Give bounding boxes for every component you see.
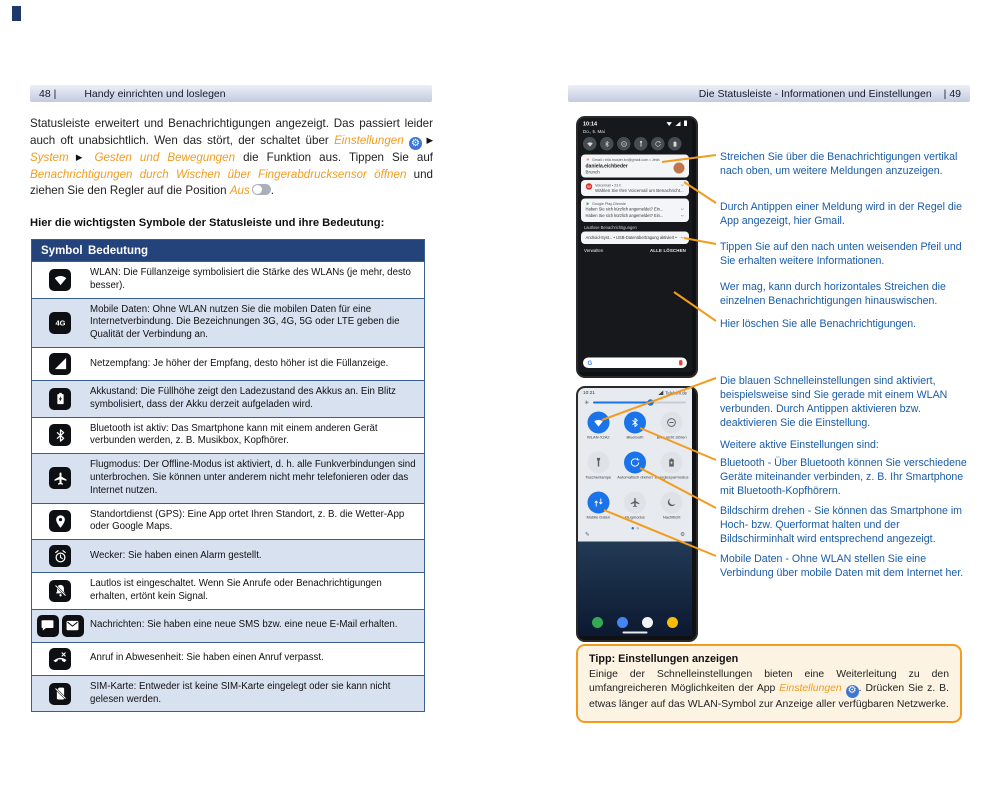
table-row [32, 609, 424, 642]
symbol-cell [32, 299, 88, 347]
accent-text: Einstellungen [779, 683, 842, 695]
mic-icon[interactable] [679, 360, 683, 366]
qs-tile-label: WLAN-X2A2 [586, 435, 610, 440]
annotation-bottom-5: Mobile Daten - Ohne WLAN stellen Sie eine Verbindung über mobile Daten mit dem Internet her. [720, 553, 964, 580]
table-row [32, 261, 424, 298]
settings-gear-icon: ⚙ [409, 137, 422, 150]
bedeutung-cell: Lautlos ist eingeschaltet. Wenn Sie Anrufe oder Benachrichtigungen erhalten, ertönt kein Signal. [90, 578, 382, 602]
quick-toggle-rotate-icon[interactable] [651, 137, 665, 151]
phone-screenshot-quick-settings [576, 386, 698, 642]
chevron-down-icon[interactable] [680, 158, 685, 163]
qs-tile-label: Energiesparmodus [654, 475, 689, 480]
table-row [32, 572, 424, 609]
notification-google-play[interactable] [581, 199, 689, 223]
phone2-status-bar [578, 388, 692, 396]
signal-icon [49, 353, 71, 375]
body-text [842, 683, 846, 694]
table-heading: Hier die wichtigsten Symbole der Statusleiste und ihre Bedeutung: [30, 217, 385, 229]
left-header-title: Handy einrichten und loslegen [84, 87, 226, 100]
qs-tile[interactable] [653, 412, 690, 445]
accent-text: Aus [229, 184, 250, 198]
bedeutung-cell: WLAN: Die Füllanzeige symbolisiert die Stärke des WLANs (je mehr, desto besser). [90, 267, 411, 291]
symbol-cell [32, 348, 88, 380]
dock-camera-icon[interactable] [642, 617, 653, 628]
battery-saver-icon[interactable] [661, 452, 683, 474]
body-text: . [270, 184, 275, 198]
google-logo: G [587, 359, 593, 367]
bluetooth-icon[interactable] [624, 412, 646, 434]
body-text: . Drücken Sie z. B. etwas länger auf das WLAN-Symbol zur Anzeige aller verfügbaren Netzwerke. [589, 683, 949, 710]
bedeutung-cell: Standortdienst (GPS): Eine App ortet Ihren Standort, z. B. die Wetter-App oder Google Maps. [90, 508, 405, 533]
annotation-top-2: Durch Antippen einer Meldung wird in der Regel die App angezeigt, hier Gmail. [720, 201, 963, 228]
notification-gmail-sender: daniela.eichbeder [585, 163, 628, 169]
accent-text: Gesten und Bewegungen [94, 151, 236, 165]
signal-status-icon [675, 122, 680, 127]
right-page-header [568, 85, 970, 102]
left-page-header [30, 85, 432, 102]
qs-tile[interactable] [580, 412, 617, 445]
svg-text:M: M [586, 157, 589, 162]
qs-tile-label: Mobile Daten [586, 515, 611, 520]
annotation-bottom-2: Weitere aktive Einstellungen sind: [720, 439, 879, 451]
symbol-cell [32, 540, 88, 572]
quick-toggle-wifi-icon[interactable] [583, 137, 597, 151]
right-header-title: Die Statusleiste - Informationen und Einstellungen [698, 87, 932, 100]
table-row [32, 380, 424, 417]
phone-missed-icon [49, 648, 71, 670]
flashlight-icon[interactable] [587, 452, 609, 474]
google-play-icon [586, 202, 591, 207]
wifi-icon [49, 269, 71, 291]
toggle-off-icon [252, 184, 271, 195]
tip-box [576, 644, 962, 723]
table-row [32, 453, 424, 502]
notification-voicemail-header: Voicemail • 23 h [595, 183, 685, 188]
right-page-content [570, 110, 970, 775]
bedeutung-cell: Netzempfang: Je höher der Empfang, desto höher ist die Füllanzeige. [90, 357, 389, 369]
notification-play-line[interactable]: Haben Sie sich kürzlich angemeldet? Ein... [586, 213, 685, 220]
dock-messages-icon[interactable] [617, 617, 628, 628]
brightness-slider[interactable] [578, 396, 692, 408]
notification-gmail-header: M Gmail • ella.muster.bv@gmail.com • Jetzt [586, 158, 685, 163]
wifi-icon[interactable] [587, 412, 609, 434]
4g-icon [49, 312, 71, 334]
annotation-bottom-1: Die blauen Schnelleinstellungen sind aktiviert, beispielsweise sind Sie gerade mit einem WLAN verbunden. Durch Antippen aktivieren bzw. deaktivieren Sie die Einstellung. [720, 375, 948, 430]
symbol-cell [32, 262, 88, 298]
home-screen-area [578, 542, 692, 637]
tip-title: Tipp: Einstellungen anzeigen [589, 653, 739, 665]
body-text: die Funktion aus. Tippen Sie auf [235, 151, 433, 165]
shade-footer [578, 247, 692, 257]
table-row [32, 539, 424, 572]
left-page-number: 48 | [39, 87, 57, 100]
body-text: Einige der Schnelleinstellungen bieten eine Weiterleitung zu den umfangreicheren Möglichkeiten der App [589, 669, 949, 695]
qs-tile-label: Bluetooth [626, 435, 644, 440]
quick-toggle-battery-saver-icon[interactable] [668, 137, 682, 151]
statusbar-symbol-table [31, 239, 425, 712]
column-header-bedeutung: Bedeutung [88, 244, 149, 257]
mail-icon [62, 615, 84, 637]
notification-voicemail-text: Wählen Sie Ihre Voicemail um Benachricht... [595, 188, 684, 193]
bedeutung-cell: Nachrichten: Sie haben eine neue SMS bzw. eine neue E-Mail erhalten. [90, 619, 398, 631]
dock-row [578, 617, 692, 628]
qs-tile-label: Flugmodus [625, 515, 645, 520]
sender-avatar [674, 163, 685, 174]
bluetooth-icon [49, 424, 71, 446]
annotation-bottom-3: Bluetooth - Über Bluetooth können Sie verschiedene Geräte miteinander verbinden, z. B. Ihr Smartphone mit Bluetooth-Kopfhörern. [720, 457, 967, 498]
notification-play-header: Google Play-Dienste [586, 202, 685, 207]
table-row [32, 298, 424, 347]
svg-text:4G: 4G [54, 318, 66, 328]
annotation-bottom-4: Bildschirm drehen - Sie können das Smartphone im Hoch- bzw. Querformat halten und der Bildschirminhalt wird entsprechend angezeigt. [720, 505, 963, 546]
table-header-row [32, 240, 424, 261]
airplane-icon [49, 467, 71, 489]
status-icons [664, 121, 687, 128]
rotate-icon[interactable] [624, 452, 646, 474]
accent-text: Benachrichtigungen durch Wischen über Fingerabdrucksensor öffnen [30, 167, 407, 181]
table-row [32, 675, 424, 712]
qs-tile[interactable] [617, 412, 654, 445]
symbol-cell [32, 643, 88, 675]
menu-arrow: ▶ [422, 134, 433, 145]
chat-icon [37, 615, 59, 637]
bedeutung-cell: Wecker: Sie haben einen Alarm gestellt. [90, 549, 262, 561]
qs-tile[interactable] [617, 452, 654, 485]
bedeutung-cell: Mobile Daten: Ohne WLAN nutzen Sie die mobilen Daten für eine Internetverbindung. Die Bezeichnungen 3G, 4G, 5G oder LTE geben die Qualität der Verbindung an. [90, 303, 400, 341]
qs-tile[interactable] [580, 492, 617, 525]
column-header-symbol: Symbol [41, 244, 83, 257]
qs-tile[interactable] [617, 492, 654, 525]
qs-tile[interactable] [653, 492, 690, 525]
quick-settings-grid [578, 408, 692, 526]
chevron-down-icon[interactable] [680, 236, 685, 241]
symbol-cell [32, 454, 88, 502]
edit-tiles-icon[interactable]: ✎ [585, 531, 590, 538]
quick-settings-footer [578, 531, 692, 542]
symbol-cell [32, 610, 88, 642]
bedeutung-cell: Bluetooth ist aktiv: Das Smartphone kann mit einem anderen Gerät verbunden werden, z. B. Musikbox, Kopfhörer. [90, 422, 378, 447]
right-page-number: | 49 [943, 87, 961, 100]
brightness-icon: ☀ [584, 399, 590, 406]
clear-all-button[interactable]: ALLE LÖSCHEN [649, 248, 686, 253]
wifi-status-icon [666, 122, 672, 127]
table-row [32, 642, 424, 675]
annotation-top-5: Hier löschen Sie alle Benachrichtigungen. [720, 318, 917, 330]
chevron-down-icon[interactable] [680, 183, 685, 188]
voicemail-icon [586, 183, 593, 190]
quick-toggle-bluetooth-icon[interactable] [600, 137, 614, 151]
bedeutung-cell: Akkustand: Die Füllhöhe zeigt den Ladezustand des Akkus an. Ein Blitz symbolisiert, dass der Akku derzeit aufgeladen wird. [90, 385, 396, 410]
accent-text: System [30, 151, 69, 165]
silent-notifications-label: Lautlose Benachrichtigungen [584, 225, 637, 230]
annotation-top-4: Wer mag, kann durch horizontales Streichen die einzelnen Benachrichtigungen hinauswischen. [720, 281, 946, 308]
qs-tile-label: Bitte nicht stören [656, 435, 687, 440]
wallpaper-area [578, 256, 692, 372]
notification-voicemail[interactable] [581, 180, 689, 196]
date-label: Do., 5. Mai [583, 129, 605, 134]
page-dot-active [631, 527, 634, 530]
dock-phone-icon[interactable] [592, 617, 603, 628]
table-row [32, 347, 424, 380]
mobile-data-icon[interactable] [587, 492, 609, 514]
annotation-top-1: Streichen Sie über die Benachrichtigungen vertikal nach oben, um weitere Meldungen anzuzeigen. [720, 151, 958, 178]
status-time: 10:14 [583, 121, 598, 127]
notification-play-line[interactable]: Haben Sie sich kürzlich angemeldet? Ein... [586, 206, 685, 213]
symbol-cell [32, 573, 88, 609]
home-gesture-bar[interactable] [623, 632, 648, 634]
bedeutung-cell: Anruf in Abwesenheit: Sie haben einen Anruf verpasst. [90, 652, 324, 664]
symbol-cell [32, 504, 88, 540]
bell-off-icon [49, 580, 71, 602]
quick-toggle-flashlight-icon[interactable] [634, 137, 648, 151]
body-text: und ziehen Sie den Regler auf die Position [30, 167, 433, 198]
dnd-icon[interactable] [661, 412, 683, 434]
battery-status-icon [684, 121, 687, 127]
sim-off-icon [49, 683, 71, 705]
intro-paragraph [30, 116, 433, 200]
table-row [32, 417, 424, 454]
carrier-label: Telekom.de [665, 390, 687, 396]
tip-body [589, 668, 949, 712]
status-time: 10:21 [583, 390, 595, 396]
corner-mark [12, 6, 21, 21]
table-row [32, 503, 424, 540]
settings-gear-icon: ⚙ [846, 685, 859, 698]
quick-toggles-row [578, 134, 692, 155]
slider-knob[interactable] [647, 399, 654, 406]
qs-tile-label: Automatisch drehen [617, 475, 653, 480]
bedeutung-cell: Flugmodus: Der Offline-Modus ist aktiviert, d. h. alle Funkverbindungen sind unterbrochen. Sie können unter anderem nicht mehr telefonieren oder das Internet nutzen. [90, 459, 416, 496]
qs-tile[interactable] [653, 452, 690, 485]
qs-tile-label: Taschenlampe [585, 475, 612, 480]
accent-text: Einstellungen [334, 133, 404, 147]
symbol-cell [32, 676, 88, 712]
notification-android-system[interactable]: Android-Syst... • USB-Datenübertragung aktiviert • [581, 232, 689, 245]
notification-gmail-subject: Brunch [585, 169, 600, 175]
signal-status-icon [658, 391, 663, 396]
gmail-icon [586, 158, 591, 163]
alarm-icon [49, 545, 71, 567]
qs-tile[interactable] [580, 452, 617, 485]
body-text: Statusleiste erweitert und Benachrichtigungen angezeigt. Das passiert leider auch oft unabsichtlich. Wen das stört, der schaltet über [30, 117, 433, 147]
quick-toggle-dnd-icon[interactable] [617, 137, 631, 151]
bedeutung-cell: SIM-Karte: Entweder ist keine SIM-Karte eingelegt oder sie kann nicht gelesen werden. [90, 680, 391, 705]
settings-icon[interactable]: ⚙ [680, 531, 685, 538]
dock-photos-icon[interactable] [667, 617, 678, 628]
qs-tile-label: Nachtlicht [662, 515, 681, 520]
airplane-icon[interactable] [624, 492, 646, 514]
location-icon [49, 510, 71, 532]
google-search-bar[interactable] [583, 358, 687, 369]
phone-screenshot-notification-shade [576, 116, 698, 378]
symbol-table-body [32, 261, 424, 711]
symbol-cell [32, 418, 88, 454]
chevron-down-icon[interactable] [680, 214, 685, 219]
manage-button[interactable]: Verwalten [584, 248, 604, 253]
battery-charge-icon [49, 388, 71, 410]
symbol-cell [32, 381, 88, 417]
night-icon[interactable] [661, 492, 683, 514]
chevron-down-icon[interactable] [680, 207, 685, 212]
phone1-status-bar [578, 118, 692, 128]
menu-arrow: ▶ [68, 152, 95, 163]
annotation-top-3: Tippen Sie auf den nach unten weisenden Pfeil und Sie erhalten weitere Informationen. [720, 241, 962, 268]
notification-gmail[interactable] [581, 155, 689, 178]
page-dot [636, 527, 639, 530]
